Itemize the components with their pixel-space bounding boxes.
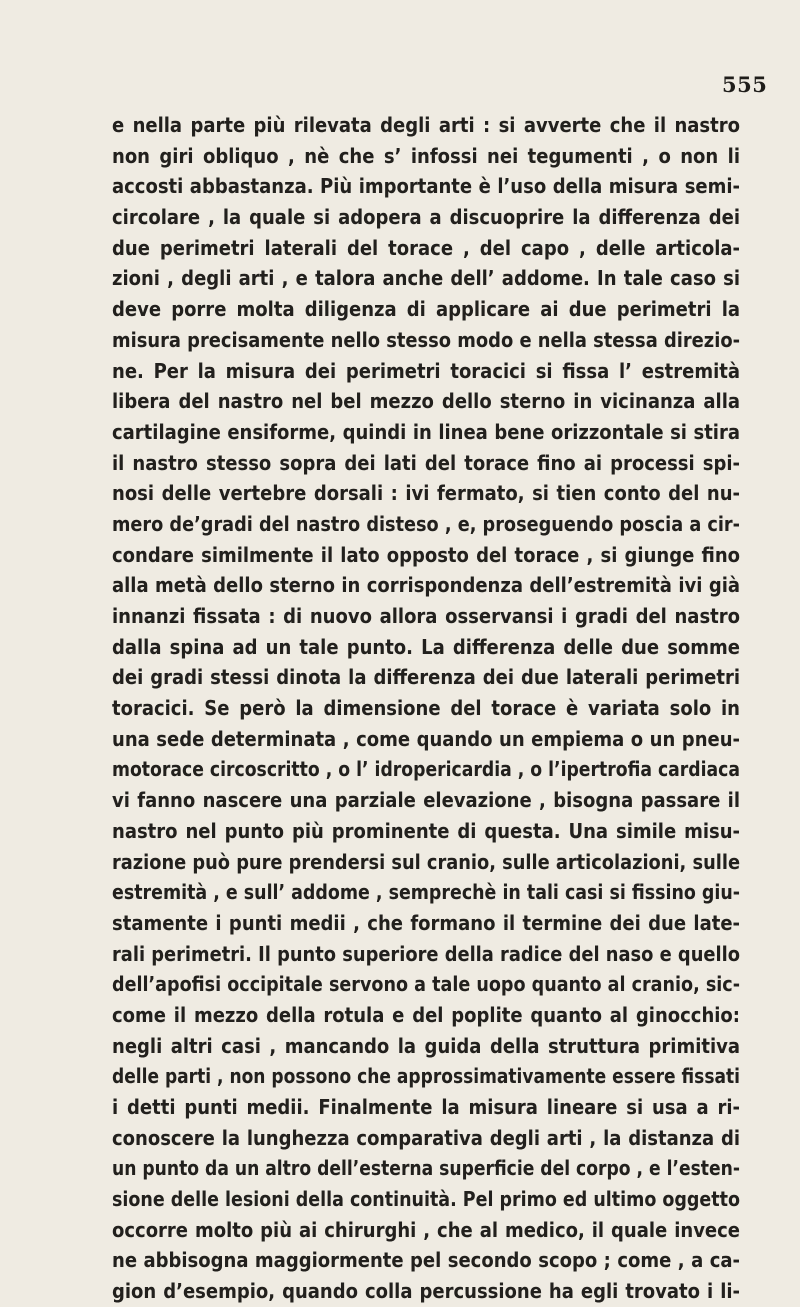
- text-line: libera del nastro nel bel mezzo dello sterno in vicinanza alla: [112, 389, 740, 414]
- text-line: stamente i punti medii , che formano il termine dei due late-: [112, 910, 740, 935]
- text-line: dell’apofisi occipitale servono a tale uopo quanto al cranio, sic-: [112, 972, 740, 997]
- text-line: occorre molto più ai chirurghi , che al medico, il quale invece: [112, 1217, 740, 1242]
- text-line: una sede determinata , come quando un empiema o un pneu-: [112, 726, 740, 751]
- text-line: nosi delle vertebre dorsali : ivi fermato, si tien conto del nu-: [112, 481, 740, 506]
- text-line: il nastro stesso sopra dei lati del torace fino ai processi spi-: [112, 450, 740, 475]
- text-line: negli altri casi , mancando la guida della struttura primitiva: [112, 1033, 740, 1058]
- text-line: innanzi fissata : di nuovo allora osservansi i gradi del nastro: [112, 604, 740, 628]
- text-line: accosti abbastanza. Più importante è l’uso della misura semi-: [112, 174, 740, 199]
- text-line: circolare , la quale si adopera a discuoprire la differenza dei: [112, 205, 740, 230]
- text-line: nastro nel punto più prominente di questa. Una simile misu-: [112, 818, 740, 843]
- text-line: e nella parte più rilevata degli arti : si avverte che il nastro: [112, 113, 740, 137]
- text-line: non giri obliquo , nè che s’ infossi nei tegumenti , o non li: [112, 143, 740, 168]
- page-number: 555: [722, 72, 768, 97]
- text-line: ne. Per la misura dei perimetri toracici si fissa l’ estremità: [112, 358, 740, 383]
- text-line: ne abbisogna maggiormente pel secondo scopo ; come , a ca-: [112, 1248, 740, 1273]
- text-line: vi fanno nascere una parziale elevazione , bisogna passare il: [112, 788, 740, 813]
- text-line: cartilagine ensiforme, quindi in linea bene orizzontale si stira: [112, 419, 740, 444]
- text-line: gion d’esempio, quando colla percussione ha egli trovato i li-: [112, 1279, 740, 1304]
- text-line: zioni , degli arti , e talora anche dell’ addome. In tale caso si: [112, 266, 740, 291]
- text-line: condare similmente il lato opposto del torace , si giunge fino: [112, 542, 740, 567]
- text-line: mero de’gradi del nastro disteso , e, proseguendo poscia a cir-: [112, 511, 740, 536]
- text-line: conoscere la lunghezza comparativa degli arti , la distanza di: [112, 1125, 740, 1150]
- text-line: rali perimetri. Il punto superiore della radice del naso e quello: [112, 941, 740, 966]
- text-line: dalla spina ad un tale punto. La differenza delle due somme: [112, 634, 740, 659]
- text-line: sione delle lesioni della continuità. Pel primo ed ultimo oggetto: [112, 1187, 740, 1212]
- text-line: un punto da un altro dell’esterna superficie del corpo , e l’esten-: [112, 1156, 740, 1181]
- text-line: delle parti , non possono che approssimativamente essere fissati: [112, 1064, 740, 1089]
- text-line: dei gradi stessi dinota la differenza dei due laterali perimetri: [112, 665, 740, 690]
- text-line: toracici. Se però la dimensione del torace è variata solo in: [112, 696, 740, 721]
- text-line: i detti punti medii. Finalmente la misura lineare si usa a ri-: [112, 1095, 740, 1119]
- text-line: misura precisamente nello stesso modo e nella stessa direzio-: [112, 327, 741, 352]
- text-line: razione può pure prendersi sul cranio, sulle articolazioni, sulle: [112, 849, 741, 874]
- text-line: alla metà dello sterno in corrispondenza dell’estremità ivi già: [112, 573, 740, 598]
- text-line: estremità , e sull’ addome , semprechè in tali casi si fissino giu-: [112, 880, 741, 905]
- text-line: come il mezzo della rotula e del poplite quanto al ginocchio:: [112, 1002, 740, 1027]
- text-line: deve porre molta diligenza di applicare ai due perimetri la: [112, 297, 740, 322]
- body-text: [112, 110, 740, 1307]
- text-line: motorace circoscritto , o l’ idropericardia , o l’ipertrofia cardiaca: [112, 757, 741, 782]
- text-line: due perimetri laterali del torace , del capo , delle articola-: [112, 235, 740, 260]
